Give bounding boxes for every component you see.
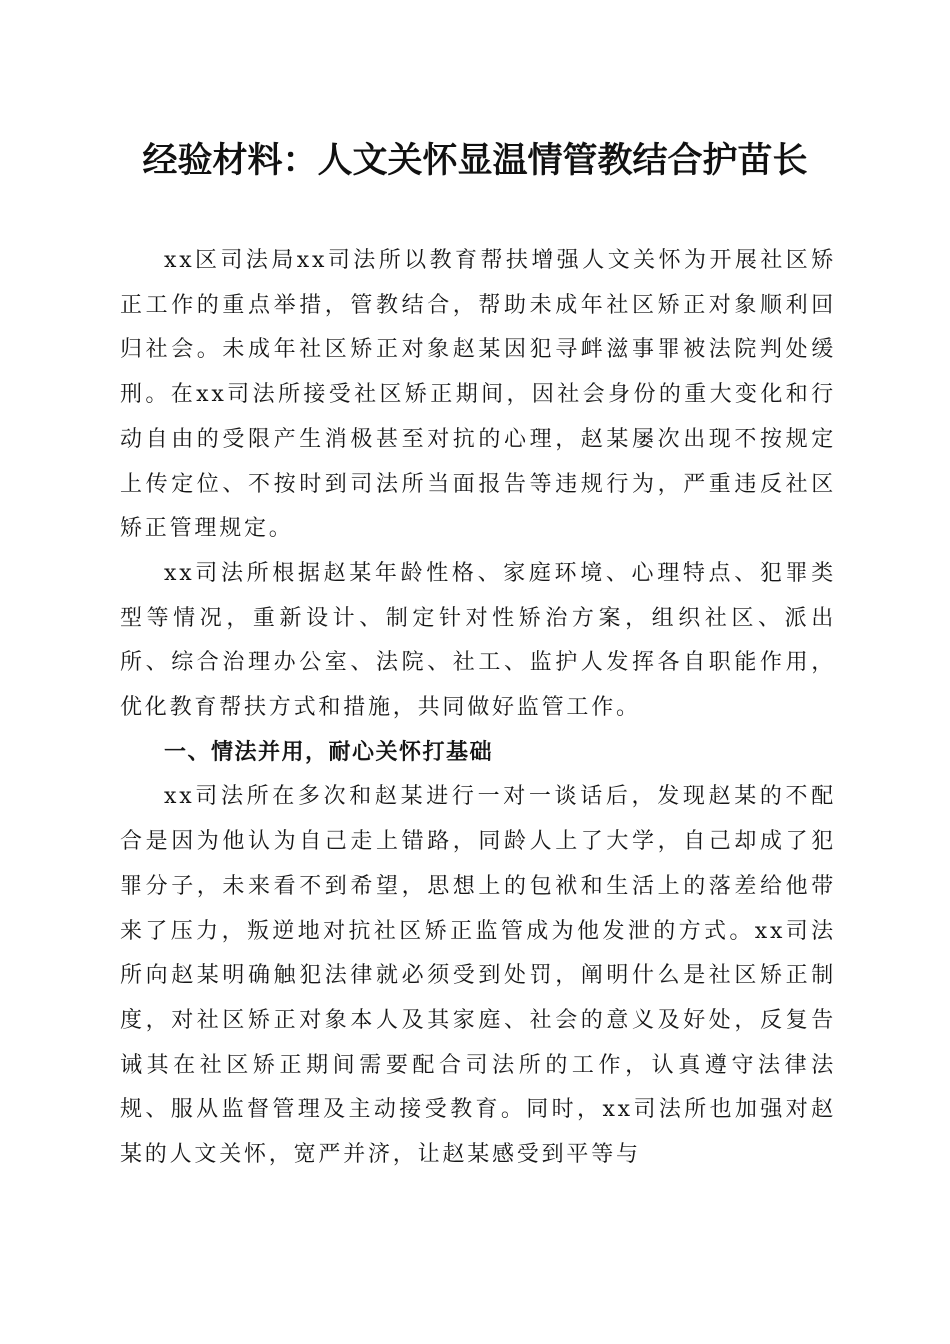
document-title: 经验材料：人文关怀显温情管教结合护苗长: [142, 140, 808, 181]
section-heading: 一、情法并用，耐心关怀打基础: [164, 739, 494, 765]
paragraph-plan: xx司法所根据赵某年龄性格、家庭环境、心理特点、犯罪类型等情况，重新设计、制定针对性矫治方案，组织社区、派出所、综合治理办公室、法院、社工、监护人发挥各自职能作用，优化教育帮扶方式和措施，共同做好监管工作。: [120, 560, 836, 721]
document-body: [120, 239, 836, 1178]
paragraph-section-one: xx司法所在多次和赵某进行一对一谈话后，发现赵某的不配合是因为他认为自己走上错路，同龄人上了大学，自己却成了犯罪分子，未来看不到希望，思想上的包袱和生活上的落差给他带来了压力，叛逆地对抗社区矫正监管成为他发泄的方式。xx司法所向赵某明确触犯法律就必须受到处罚，阐明什么是社区矫正制度，对社区矫正对象本人及其家庭、社会的意义及好处，反复告诫其在社区矫正期间需要配合司法所的工作，认真遵守法律法规、服从监督管理及主动接受教育。同时，xx司法所也加强对赵某的人文关怀，宽严并济，让赵某感受到平等与: [120, 784, 836, 1168]
paragraph-intro: xx区司法局xx司法所以教育帮扶增强人文关怀为开展社区矫正工作的重点举措，管教结合，帮助未成年社区矫正对象顺利回归社会。未成年社区矫正对象赵某因犯寻衅滋事罪被法院判处缓刑。在xx司法所接受社区矫正期间，因社会身份的重大变化和行动自由的受限产生消极甚至对抗的心理，赵某屡次出现不按规定上传定位、不按时到司法所当面报告等违规行为，严重违反社区矫正管理规定。: [120, 248, 836, 542]
